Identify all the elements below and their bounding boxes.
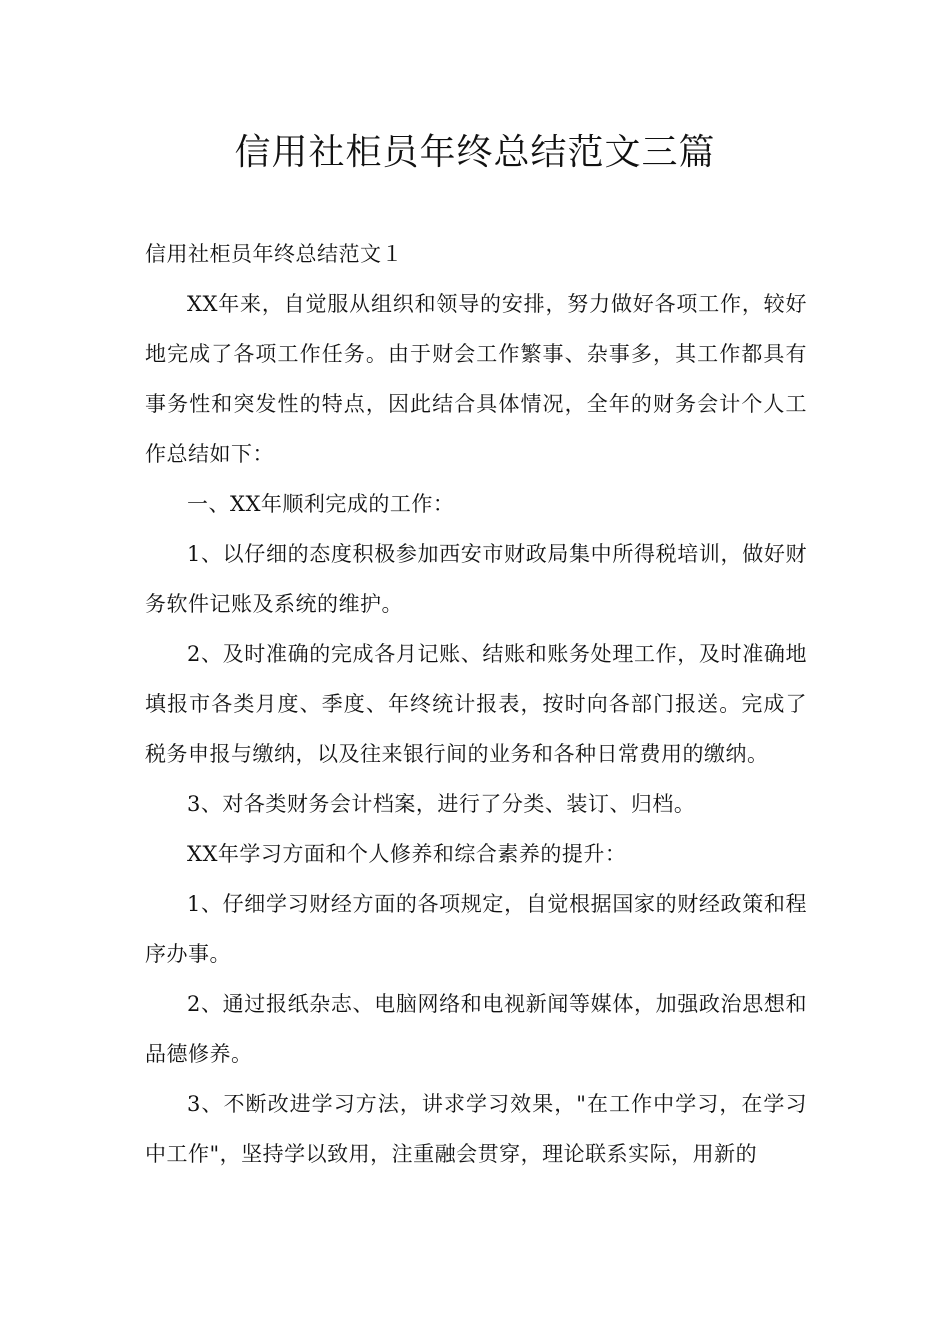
- paragraph-item-2: 2、及时准确的完成各月记账、结账和账务处理工作，及时准确地填报市各类月度、季度、年终统计报表，按时向各部门报送。完成了税务申报与缴纳，以及往来银行间的业务和各种日常费用的缴纳。: [145, 642, 807, 766]
- paragraph-intro: XX年来，自觉服从组织和领导的安排，努力做好各项工作，较好地完成了各项工作任务。由于财会工作繁事、杂事多，其工作都具有事务性和突发性的特点，因此结合具体情况，全年的财务会计个人工作总结如下：: [145, 292, 807, 466]
- paragraph-study-heading: XX年学习方面和个人修养和综合素养的提升：: [187, 842, 627, 866]
- section-heading: 信用社柜员年终总结范文１: [145, 242, 403, 266]
- paragraph-study-item-3: 3、不断改进学习方法，讲求学习效果，"在工作中学习，在学习中工作"，坚持学以致用，注重融会贯穿，理论联系实际，用新的: [145, 1092, 807, 1166]
- document-title: 信用社柜员年终总结范文三篇: [234, 132, 716, 173]
- paragraph-study-item-1: 1、仔细学习财经方面的各项规定，自觉根据国家的财经政策和程序办事。: [145, 892, 807, 966]
- document-body: [145, 229, 807, 1179]
- paragraph-item-3: 3、对各类财务会计档案，进行了分类、装订、归档。: [187, 792, 696, 816]
- paragraph-item-1: 1、以仔细的态度积极参加西安市财政局集中所得税培训，做好财务软件记账及系统的维护。: [145, 542, 807, 616]
- paragraph-study-item-2: 2、通过报纸杂志、电脑网络和电视新闻等媒体，加强政治思想和品德修养。: [145, 992, 807, 1066]
- paragraph-completed-work-heading: 一、XX年顺利完成的工作：: [187, 492, 455, 516]
